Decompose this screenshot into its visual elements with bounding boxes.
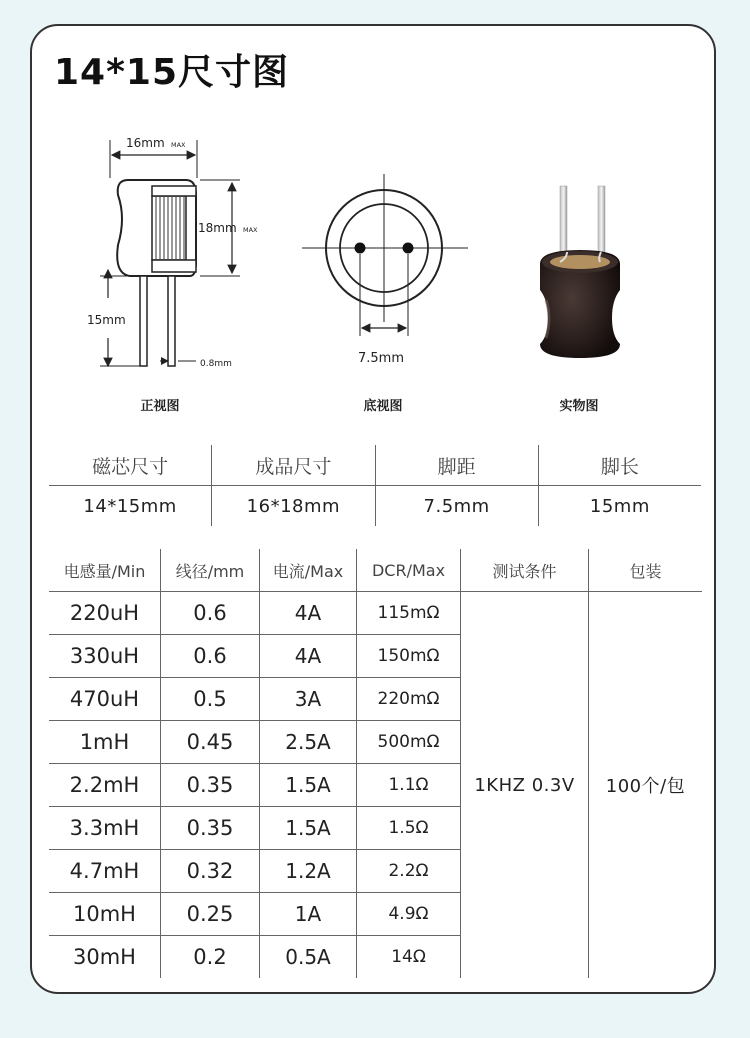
value-finished-size: 16*18mm <box>212 486 375 527</box>
header-inductance: 电感量/Min <box>49 549 161 592</box>
front-width-label: 16mm <box>126 136 165 150</box>
cell-current: 1.5A <box>260 764 357 807</box>
photo-caption: 实物图 <box>559 399 599 414</box>
header-packaging: 包装 <box>589 549 703 592</box>
cell-wire: 0.35 <box>161 764 260 807</box>
front-height-suffix: MAX <box>243 226 258 234</box>
cell-current: 1A <box>260 893 357 936</box>
cell-inductance: 10mH <box>49 893 161 936</box>
header-test-condition: 测试条件 <box>461 549 589 592</box>
cell-dcr: 1.5Ω <box>357 807 461 850</box>
cell-current: 0.5A <box>260 936 357 979</box>
cell-wire: 0.32 <box>161 850 260 893</box>
cell-inductance: 220uH <box>49 592 161 635</box>
cell-test-condition: 1KHZ 0.3V <box>461 592 589 979</box>
cell-inductance: 30mH <box>49 936 161 979</box>
lead-diameter-label: 0.8mm <box>200 359 232 369</box>
cell-dcr: 500mΩ <box>357 721 461 764</box>
diagram-area <box>0 0 750 440</box>
front-height-label: 18mm <box>198 221 237 235</box>
header-current: 电流/Max <box>260 549 357 592</box>
cell-current: 4A <box>260 592 357 635</box>
page-title: 14*15尺寸图 <box>54 52 290 93</box>
cell-wire: 0.25 <box>161 893 260 936</box>
header-pin-length: 脚长 <box>538 445 701 486</box>
cell-inductance: 3.3mH <box>49 807 161 850</box>
cell-inductance: 330uH <box>49 635 161 678</box>
cell-current: 1.2A <box>260 850 357 893</box>
front-view-drawing <box>100 140 240 366</box>
cell-wire: 0.6 <box>161 635 260 678</box>
cell-packaging: 100个/包 <box>589 592 703 979</box>
inductor-photo <box>540 186 620 358</box>
cell-dcr: 150mΩ <box>357 635 461 678</box>
cell-dcr: 220mΩ <box>357 678 461 721</box>
lead-length-label: 15mm <box>87 313 126 327</box>
spec-table <box>48 548 703 979</box>
cell-inductance: 4.7mH <box>49 850 161 893</box>
cell-inductance: 470uH <box>49 678 161 721</box>
front-width-suffix: MAX <box>171 141 186 149</box>
cell-dcr: 14Ω <box>357 936 461 979</box>
cell-current: 2.5A <box>260 721 357 764</box>
spec-header-row <box>49 549 703 592</box>
dimension-header-row <box>49 445 702 486</box>
cell-wire: 0.6 <box>161 592 260 635</box>
header-core-size: 磁芯尺寸 <box>49 445 212 486</box>
bottom-view-drawing <box>302 174 468 336</box>
cell-current: 4A <box>260 635 357 678</box>
value-core-size: 14*15mm <box>49 486 212 527</box>
dimension-value-row <box>49 486 702 527</box>
cell-wire: 0.5 <box>161 678 260 721</box>
pin-pitch-label: 7.5mm <box>358 351 405 366</box>
cell-dcr: 1.1Ω <box>357 764 461 807</box>
header-pin-pitch: 脚距 <box>375 445 538 486</box>
cell-inductance: 2.2mH <box>49 764 161 807</box>
bottom-view-caption: 底视图 <box>363 399 403 414</box>
header-dcr: DCR/Max <box>357 549 461 592</box>
cell-wire: 0.35 <box>161 807 260 850</box>
front-view-caption: 正视图 <box>140 399 180 414</box>
cell-wire: 0.45 <box>161 721 260 764</box>
cell-current: 3A <box>260 678 357 721</box>
cell-dcr: 4.9Ω <box>357 893 461 936</box>
cell-dcr: 2.2Ω <box>357 850 461 893</box>
diagram-svg <box>0 0 750 440</box>
cell-wire: 0.2 <box>161 936 260 979</box>
cell-inductance: 1mH <box>49 721 161 764</box>
cell-current: 1.5A <box>260 807 357 850</box>
header-wire-diameter: 线径/mm <box>161 549 260 592</box>
cell-dcr: 115mΩ <box>357 592 461 635</box>
table-row <box>49 592 703 635</box>
header-finished-size: 成品尺寸 <box>212 445 375 486</box>
value-pin-length: 15mm <box>538 486 701 527</box>
dimension-table <box>48 444 702 527</box>
value-pin-pitch: 7.5mm <box>375 486 538 527</box>
